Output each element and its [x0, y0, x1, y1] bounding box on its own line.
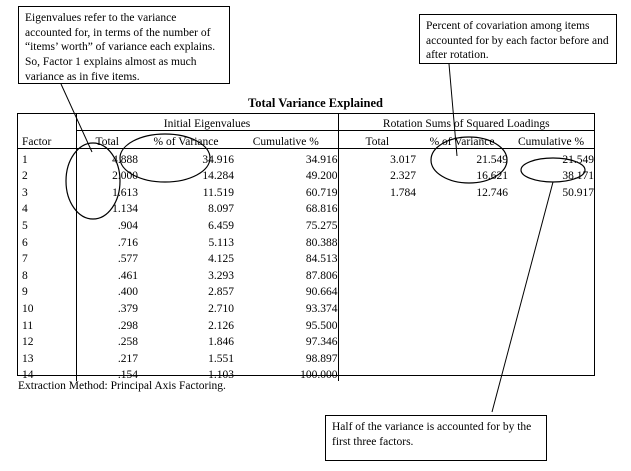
cell-rotation-variance: 21.549: [476, 153, 509, 166]
cell-initial-total: .904: [76, 215, 138, 232]
cell-rotation-cumulative: 50.917: [562, 186, 595, 199]
cell-rotation-variance: [416, 249, 508, 266]
annotation-eigenvalues: [18, 6, 230, 84]
cell-rotation-cumulative: [508, 298, 594, 315]
cell-rotation-total: [338, 215, 416, 232]
table-row: [18, 166, 594, 183]
table-column-header-row: [18, 131, 594, 149]
cell-rotation-cumulative: [508, 199, 594, 216]
column-header-factor: Factor: [18, 131, 76, 149]
column-header-initial-percent-variance: % of Variance: [138, 131, 234, 149]
cell-factor: 8: [22, 269, 28, 282]
cell-initial-total: 4.888: [76, 149, 138, 166]
cell-factor: 3: [22, 186, 28, 199]
cell-initial-cumulative: 100.000: [300, 369, 338, 382]
cell-rotation-total: [338, 232, 416, 249]
cell-factor: 13: [22, 352, 34, 365]
cell-rotation-total: 2.327: [338, 166, 416, 183]
cell-initial-variance: 5.113: [208, 236, 234, 249]
cell-initial-cumulative: 95.500: [305, 319, 338, 332]
cell-initial-cumulative: 49.200: [305, 170, 338, 183]
cell-rotation-total: [338, 315, 416, 332]
cell-initial-total: .298: [76, 315, 138, 332]
column-header-rotation-total: Total: [338, 131, 416, 149]
table-row: [18, 365, 594, 382]
cell-factor: 2: [22, 170, 28, 183]
cell-initial-variance: 8.097: [208, 203, 234, 216]
cell-initial-total: .217: [76, 348, 138, 365]
cell-initial-cumulative: 34.916: [305, 153, 338, 166]
table-group-header-row: [18, 114, 594, 131]
cell-initial-cumulative: 84.513: [305, 253, 338, 266]
column-header-rotation-percent-variance: % of Variance: [416, 131, 508, 149]
cell-initial-total: .258: [76, 332, 138, 349]
cell-initial-total: .379: [76, 298, 138, 315]
cell-rotation-total: [338, 265, 416, 282]
cell-rotation-total: [338, 332, 416, 349]
cell-initial-cumulative: 90.664: [305, 286, 338, 299]
cell-factor: 11: [22, 319, 34, 332]
table-row: [18, 282, 594, 299]
cell-rotation-cumulative: [508, 315, 594, 332]
table-row: [18, 182, 594, 199]
cell-initial-total: .461: [76, 265, 138, 282]
cell-rotation-cumulative: [508, 365, 594, 382]
extraction-method-note: Extraction Method: Principal Axis Factoring.: [18, 380, 226, 392]
cell-rotation-variance: [416, 365, 508, 382]
cell-initial-variance: 2.857: [208, 286, 234, 299]
cell-rotation-variance: [416, 348, 508, 365]
cell-initial-variance: 4.125: [208, 253, 234, 266]
cell-initial-variance: 2.710: [208, 302, 234, 315]
cell-initial-variance: 6.459: [208, 219, 234, 232]
cell-factor: 14: [22, 369, 34, 382]
cell-factor: 12: [22, 336, 34, 349]
table-row: [18, 249, 594, 266]
group-header-rotation: Rotation Sums of Squared Loadings: [338, 114, 594, 131]
cell-rotation-variance: [416, 215, 508, 232]
cell-rotation-cumulative: 38.171: [562, 170, 595, 183]
cell-rotation-total: [338, 348, 416, 365]
cell-rotation-cumulative: [508, 282, 594, 299]
cell-factor: 10: [22, 302, 34, 315]
table-row: [18, 215, 594, 232]
table-row: [18, 265, 594, 282]
cell-initial-variance: 2.126: [208, 319, 234, 332]
annotation-half-variance: [325, 415, 547, 461]
cell-initial-variance: 1.551: [208, 352, 234, 365]
cell-rotation-cumulative: [508, 265, 594, 282]
cell-rotation-variance: [416, 282, 508, 299]
total-variance-table: [17, 113, 595, 382]
cell-rotation-total: 3.017: [338, 149, 416, 166]
cell-initial-cumulative: 98.897: [305, 352, 338, 365]
cell-initial-variance: 14.284: [202, 170, 234, 183]
cell-factor: 1: [22, 153, 28, 166]
cell-initial-cumulative: 68.816: [305, 203, 338, 216]
cell-factor: 6: [22, 236, 28, 249]
cell-initial-cumulative: 80.388: [305, 236, 338, 249]
cell-rotation-cumulative: [508, 215, 594, 232]
cell-factor: 5: [22, 219, 28, 232]
cell-rotation-variance: 12.746: [476, 186, 509, 199]
cell-initial-total: .400: [76, 282, 138, 299]
cell-rotation-variance: [416, 199, 508, 216]
cell-initial-total: .154: [76, 365, 138, 382]
column-header-initial-total: Total: [76, 131, 138, 149]
cell-initial-total: .577: [76, 249, 138, 266]
cell-initial-total: 2.000: [76, 166, 138, 183]
cell-rotation-total: [338, 282, 416, 299]
table-row: [18, 232, 594, 249]
cell-rotation-cumulative: [508, 332, 594, 349]
cell-rotation-variance: 16.621: [476, 170, 509, 183]
cell-rotation-variance: [416, 232, 508, 249]
cell-factor: 7: [22, 253, 28, 266]
cell-rotation-variance: [416, 332, 508, 349]
cell-rotation-variance: [416, 315, 508, 332]
cell-rotation-cumulative: [508, 348, 594, 365]
cell-initial-variance: 11.519: [202, 186, 234, 199]
column-header-initial-cumulative: Cumulative %: [234, 131, 338, 149]
column-header-rotation-cumulative: Cumulative %: [508, 131, 594, 149]
cell-rotation-total: [338, 365, 416, 382]
annotation-half-variance-text: Half of the variance is accounted for by the first three factors.: [332, 421, 532, 448]
cell-rotation-total: [338, 249, 416, 266]
cell-initial-cumulative: 87.806: [305, 269, 338, 282]
table-row: [18, 298, 594, 315]
table-row: [18, 332, 594, 349]
table-row: [18, 315, 594, 332]
cell-rotation-total: 1.784: [338, 182, 416, 199]
cell-initial-variance: 34.916: [202, 153, 234, 166]
table-row: [18, 199, 594, 216]
cell-rotation-cumulative: [508, 249, 594, 266]
cell-rotation-total: [338, 298, 416, 315]
cell-initial-total: 1.134: [76, 199, 138, 216]
table-title: Total Variance Explained: [248, 96, 383, 110]
group-header-blank: [18, 114, 76, 131]
cell-rotation-cumulative: 21.549: [562, 153, 595, 166]
annotation-covariation: [419, 14, 617, 64]
cell-initial-cumulative: 93.374: [305, 302, 338, 315]
cell-rotation-variance: [416, 265, 508, 282]
group-header-initial: Initial Eigenvalues: [76, 114, 338, 131]
cell-initial-cumulative: 75.275: [305, 219, 338, 232]
annotation-covariation-text: Percent of covariation among items accounted for by each factor before and after rotation.: [426, 20, 609, 62]
table-row: [18, 348, 594, 365]
cell-factor: 9: [22, 286, 28, 299]
cell-factor: 4: [22, 203, 28, 216]
cell-rotation-total: [338, 199, 416, 216]
cell-initial-total: .716: [76, 232, 138, 249]
cell-initial-cumulative: 60.719: [305, 186, 338, 199]
cell-initial-variance: 1.103: [208, 369, 234, 382]
cell-initial-total: 1.613: [76, 182, 138, 199]
table-row: [18, 149, 594, 166]
cell-initial-cumulative: 97.346: [305, 336, 338, 349]
cell-rotation-variance: [416, 298, 508, 315]
table-body: [18, 149, 594, 382]
cell-initial-variance: 3.293: [208, 269, 234, 282]
cell-rotation-cumulative: [508, 232, 594, 249]
cell-initial-variance: 1.846: [208, 336, 234, 349]
annotation-eigenvalues-text: Eigenvalues refer to the variance accounted for, in terms of the number of “items’ worth” of variance each explains. So, Factor 1 explains almost as much variance as in five items.: [25, 12, 216, 83]
